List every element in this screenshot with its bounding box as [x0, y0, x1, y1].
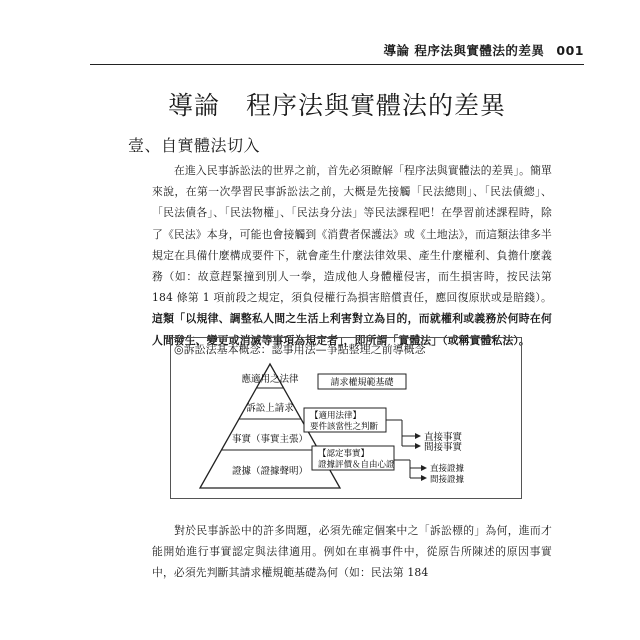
section-title: 壹、自實體法切入: [128, 136, 261, 155]
level-applicable-law: 應適用之法律: [241, 374, 299, 385]
page-title-part1: 導論: [167, 91, 220, 120]
paragraph-1-bold: 這類「以規律、調整私人間之生活上利害對立為目的，而就權利或義務於何時在何人間發生、變更或消滅等事項為規定者」，即所謂「實體法」（或稱實體私法）。: [152, 312, 552, 347]
direct-fact-label: 直接事實: [424, 432, 463, 443]
page-number: 001: [556, 42, 584, 58]
paragraph-1-text: 在進入民事訴訟法的世界之前，首先必須瞭解「程序法與實體法的差異」。簡單來說，在第一次學習民事訴訟法之前，大概是先接觸「民法總則」、「民法債總」、「民法債各」、「民法物權」、「民法身分法」等民法課程吧！在學習前述課程時，除了《民法》本身，可能也會接觸到《消費者保護法》或《土地法》，而這類法律多半規定在具備什麼構成要件下，就會產生什麼法律效果、產生什麼權利、負擔什麼義務（如：故意趕緊撞到別人一拳，造成他人身體權侵害，而生損害時，按民法第 184 條第 1 項前段之規定，須負侵權行為損害賠償責任，應回復原狀或是賠錢）。: [152, 164, 552, 305]
indirect-evidence-label: 間接證據: [430, 475, 465, 485]
level-facts: 事實（事實主張）: [231, 434, 309, 445]
indirect-fact-label: 間接事實: [424, 442, 463, 453]
running-header: [90, 40, 584, 60]
header-chapter: 導論: [383, 43, 410, 58]
page-title-part2: 程序法與實體法的差異: [246, 91, 507, 120]
header-title: 程序法與實體法的差異: [414, 43, 545, 58]
paragraph-2-text: 對於民事訴訟中的許多問題，必須先確定個案中之「訴訟標的」為何，進而才能開始進行事實認定與法律適用。例如在車禍事件中，從原告所陳述的原因事實中，必須先判斷其請求權規範基礎為何（如：民法第 184: [152, 524, 552, 580]
apply-law-title: 【適用法律】: [310, 411, 362, 421]
paragraph-2: [152, 520, 552, 584]
header-rule: [90, 64, 584, 65]
find-fact-title: 【認定事實】: [318, 449, 370, 459]
level-evidence: 證據（證據聲明）: [231, 466, 309, 477]
concept-box-title: ◎訴訟法基本概念：認事用法—爭點整理之前導概念: [174, 343, 426, 356]
paragraph-1: [152, 160, 552, 351]
litigation-pyramid-diagram: [172, 356, 518, 494]
apply-law-desc: 要件該當性之判斷: [310, 422, 379, 432]
level-claim: 訴訟上請求: [246, 403, 294, 414]
find-fact-desc: 證據評價＆自由心證: [318, 460, 395, 470]
direct-evidence-label: 直接證據: [430, 464, 465, 474]
header-chapter-title: [384, 41, 545, 59]
page-title: [90, 86, 584, 122]
claim-basis-label: 請求權規範基礎: [330, 378, 394, 388]
